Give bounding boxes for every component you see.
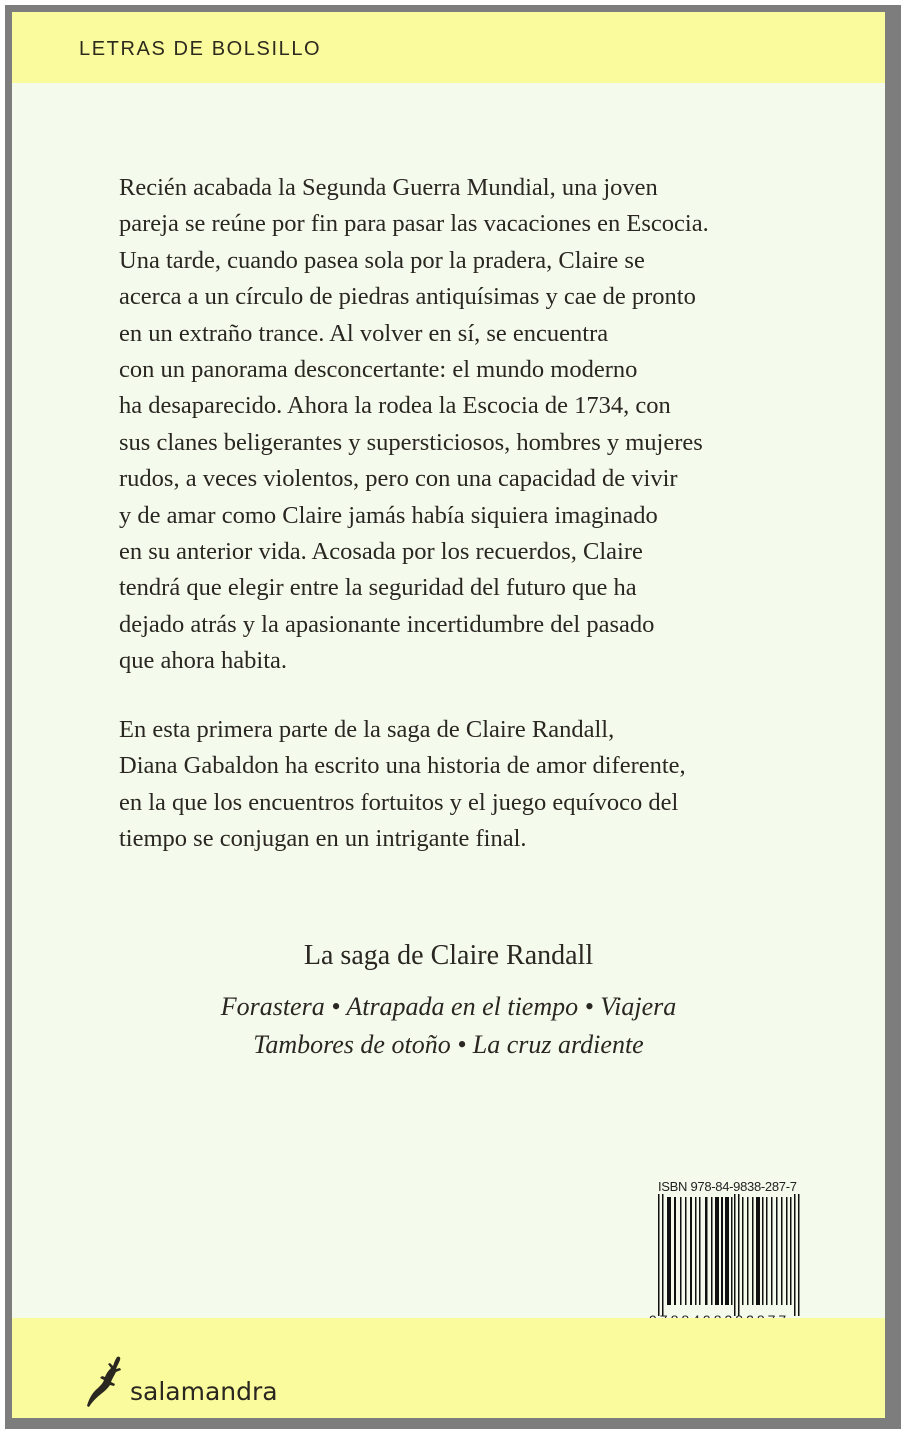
blurb-line: En esta primera parte de la saga de Claire Randall, <box>119 715 615 743</box>
saga-book-list <box>12 988 885 1064</box>
footer-band <box>12 1318 885 1418</box>
blurb-line: Diana Gabaldon ha escrito una historia de amor diferente, <box>119 752 686 780</box>
blurb-line: ha desaparecido. Ahora la rodea la Escocia de 1734, con <box>119 392 671 420</box>
blurb-line: rudos, a veces violentos, pero con una capacidad de vivir <box>119 465 678 493</box>
publisher-logo <box>84 1354 278 1408</box>
saga-books-row: Forastera • Atrapada en el tiempo • Viajera <box>220 992 677 1021</box>
blurb-paragraph-1 <box>119 170 819 680</box>
blurb <box>119 170 819 889</box>
barcode <box>649 1179 805 1328</box>
saga-books-row: Tambores de otoño • La cruz ardiente <box>253 1030 644 1059</box>
blurb-line: en la que los encuentros fortuitos y el juego equívoco del <box>119 788 679 816</box>
barcode-bars-icon <box>649 1194 805 1316</box>
header-band <box>12 12 885 83</box>
blurb-line: tiempo se conjugan en un intrigante final. <box>119 824 527 852</box>
blurb-line: acerca a un círculo de piedras antiquísimas y cae de pronto <box>119 283 696 311</box>
isbn-label: ISBN 978-84-9838-287-7 <box>658 1179 797 1194</box>
blurb-line: Recién acabada la Segunda Guerra Mundial, una joven <box>119 174 658 201</box>
salamander-icon <box>84 1354 128 1408</box>
publisher-name: salamandra <box>130 1377 278 1406</box>
blurb-line: y de amar como Claire jamás había siquiera imaginado <box>119 501 658 529</box>
book-back-cover <box>12 12 885 1418</box>
blurb-line: pareja se reúne por fin para pasar las vacaciones en Escocia. <box>119 210 709 238</box>
series-label: LETRAS DE BOLSILLO <box>79 38 322 60</box>
blurb-line: que ahora habita. <box>119 647 288 675</box>
blurb-line: sus clanes beligerantes y supersticiosos, hombres y mujeres <box>119 428 703 456</box>
saga-title: La saga de Claire Randall <box>303 940 594 971</box>
blurb-line: tendrá que elegir entre la seguridad del futuro que ha <box>119 574 637 602</box>
blurb-line: en su anterior vida. Acosada por los recuerdos, Claire <box>119 538 643 566</box>
blurb-line: con un panorama desconcertante: el mundo moderno <box>119 356 638 384</box>
blurb-line: Una tarde, cuando pasea sola por la pradera, Claire se <box>119 246 645 274</box>
blurb-line: en un extraño trance. Al volver en sí, se encuentra <box>119 319 609 347</box>
blurb-paragraph-2 <box>119 712 819 858</box>
blurb-line: dejado atrás y la apasionante incertidumbre del pasado <box>119 610 655 638</box>
